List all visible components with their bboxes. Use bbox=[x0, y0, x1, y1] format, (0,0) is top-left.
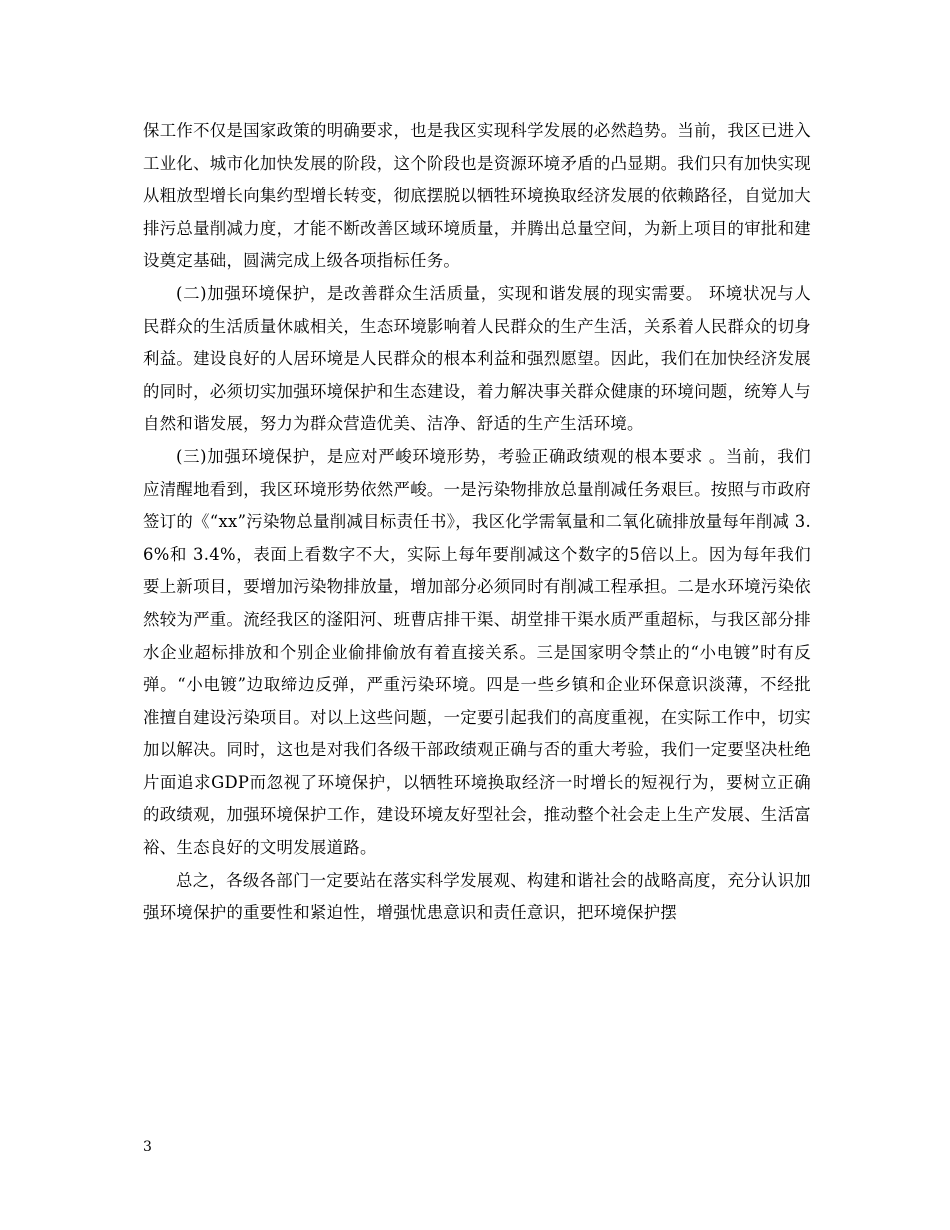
page-number: 3 bbox=[143, 1139, 152, 1155]
paragraph-continuation: 保工作不仅是国家政策的明确要求，也是我区实现科学发展的必然趋势。当前，我区已进入工业化、城市化加快发展的阶段，这个阶段也是资源环境矛盾的凸显期。我们只有加快实现从粗放型增长向集约型增长转变，彻底摆脱以牺牲环境换取经济发展的依赖路径，自觉加大排污总量削减力度，才能不断改善区域环境质量，并腾出总量空间，为新上项目的审批和建设奠定基础，圆满完成上级各项指标任务。 bbox=[143, 121, 811, 271]
document-body bbox=[143, 115, 811, 930]
paragraph-conclusion: 总之，各级各部门一定要站在落实科学发展观、构建和谐社会的战略高度，充分认识加强环境保护的重要性和紧迫性，增强忧患意识和责任意识，把环境保护摆 bbox=[143, 870, 811, 923]
paragraph-section-three: (三)加强环境保护，是应对严峻环境形势，考验正确政绩观的根本要求 。当前，我们应清醒地看到，我区环境形势依然严峻。一是污染物排放总量削减任务艰巨。按照与市政府签订的《“xx”污染物总量削减目标责任书》，我区化学需氧量和二氧化硫排放量每年削减 3.6%和 3.4%，表面上看数字不大，实际上每年要削减这个数字的5倍以上。因为每年我们要上新项目，要增加污染物排放量，增加部分必须同时有削减工程承担。二是水环境污染依然较为严重。流经我区的滏阳河、班曹店排干渠、胡堂排干渠水质严重超标，与我区部分排水企业超标排放和个别企业偷排偷放有着直接关系。三是国家明令禁止的“小电镀”时有反弹。“小电镀”边取缔边反弹，严重污染环境。四是一些乡镇和企业环保意识淡薄，不经批准擅自建设污染项目。对以上这些问题，一定要引起我们的高度重视，在实际工作中，切实加以解决。同时，这也是对我们各级干部政绩观正确与否的重大考验，我们一定要坚决杜绝片面追求GDP而忽视了环境保护，以牺牲环境换取经济一时增长的短视行为，要树立正确的政绩观，加强环境保护工作，建设环境友好型社会，推动整个社会走上生产发展、生活富裕、生态良好的文明发展道路。 bbox=[143, 446, 811, 858]
paragraph-section-two: (二)加强环境保护，是改善群众生活质量，实现和谐发展的现实需要。 环境状况与人民群众的生活质量休戚相关，生态环境影响着人民群众的生产生活，关系着人民群众的切身利益。建设良好的人居环境是人民群众的根本利益和强烈愿望。因此，我们在加快经济发展的同时，必须切实加强环境保护和生态建设，着力解决事关群众健康的环境问题，统筹人与自然和谐发展，努力为群众营造优美、洁净、舒适的生产生活环境。 bbox=[143, 283, 811, 434]
